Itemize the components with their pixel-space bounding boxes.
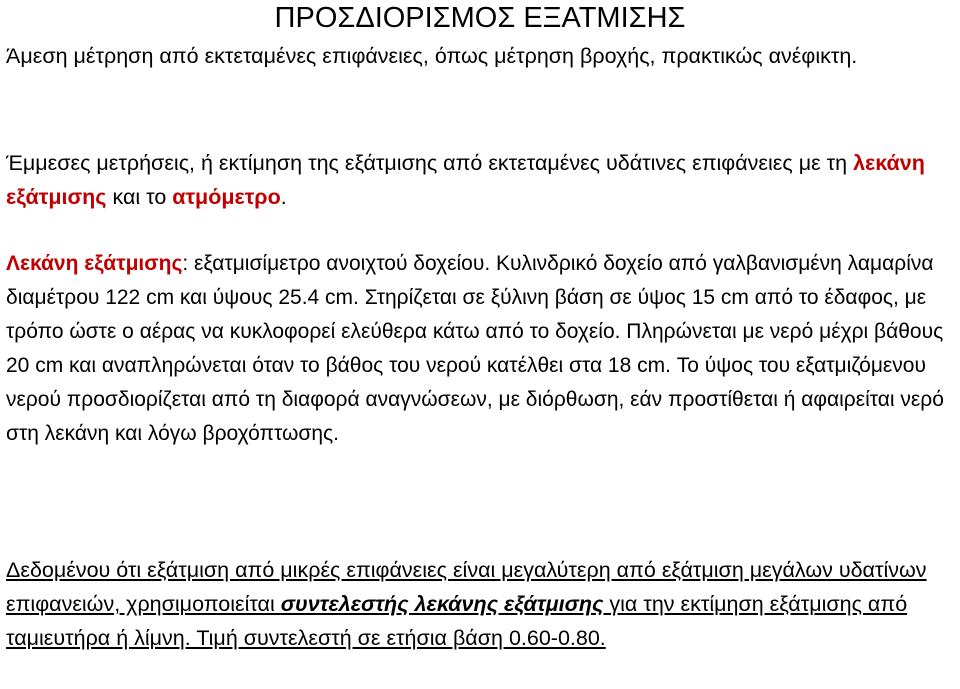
term-evaporation-pan: λεκάνη εξάτμισης [6, 151, 925, 209]
para2-text-3: . [280, 185, 287, 209]
term-evaporation-pan-heading: Λεκάνη εξάτμισης [6, 252, 183, 275]
paragraph-pan-description [6, 247, 956, 451]
paragraph-pan-coefficient [6, 553, 956, 655]
term-pan-coefficient: συντελεστής λεκάνης εξάτμισης [280, 592, 604, 616]
para2-text-2: και το [106, 185, 173, 209]
para4-text-2: για την εκτίμηση εξάτμισης από ταμιευτήρα ή λίμνη. Τιμή συντελεστή σε ετήσια βάση 0.60-0.80. [6, 592, 908, 650]
para2-text-1: Έμμεσες μετρήσεις, ή εκτίμηση της εξάτμισης από εκτεταμένες υδάτινες επιφάνειες με τη [6, 151, 854, 175]
pan-description-text: : εξατμισίμετρο ανοιχτού δοχείου. Κυλινδρικό δοχείο από γαλβανισμένη λαμαρίνα διαμέτρου 122 cm και ύψους 25.4 cm. Στηρίζεται σε ξύλινη βάση σε ύψος 15 cm από το έδαφος, με τρόπο ώστε ο αέρας να κυκλοφορεί ελεύθερα κάτω από το δοχείο. Πληρώνεται με νερό μέχρι βάθους 20 cm και αναπληρώνεται όταν το βάθος του νερού κατέλθει στα 18 cm. Το ύψος του εξατμιζόμενου νερού προσδιορίζεται από τη διαφορά αναγνώσεων, με διόρθωση, εάν προστίθεται ή αφαιρείται νερό στη λεκάνη και λόγω βροχόπτωσης. [6, 252, 944, 445]
page-title: ΠΡΟΣΔΙΟΡΙΣΜΟΣ ΕΞΑΤΜΙΣΗΣ [274, 2, 686, 34]
term-atmometer: ατμόμετρο [172, 185, 281, 209]
paragraph-direct-measurement: Άμεση μέτρηση από εκτεταμένες επιφάνειες, όπως μέτρηση βροχής, πρακτικώς ανέφικτη. [6, 44, 858, 68]
para4-text-1: Δεδομένου ότι εξάτμιση από μικρές επιφάνειες είναι μεγαλύτερη από εξάτμιση μεγάλων υδατίνων επιφανειών, χρησιμοποιείται [6, 558, 927, 616]
paragraph-indirect-measurement [6, 146, 956, 214]
